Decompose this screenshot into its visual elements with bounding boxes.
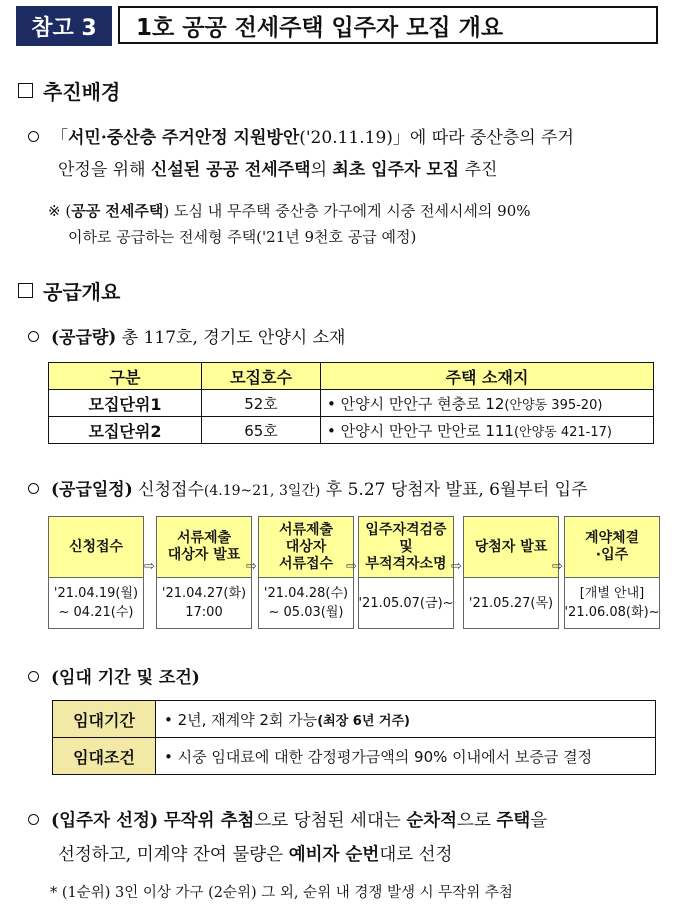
bold-text: 공공 전세주택 — [71, 202, 164, 220]
flow-step-title: 입주자격검증 및 부적격자소명 — [359, 517, 453, 578]
bold-text: 신설된 공공 전세주택 — [150, 160, 311, 180]
text: 으로 당첨된 세대는 — [254, 811, 407, 831]
text: ( — [60, 202, 72, 220]
text: 선정하고, 미계약 잔여 물량은 — [58, 845, 289, 865]
flow-step — [156, 516, 252, 629]
text: 추진 — [459, 160, 498, 180]
table-cell: 모집단위2 — [49, 417, 202, 444]
flow-step-date: '21.05.27(목) — [468, 595, 554, 611]
text: 신청접수 — [132, 480, 204, 500]
text: 의 — [310, 160, 333, 180]
table-cell: 임대기간 — [53, 701, 156, 738]
flow-arrow-icon: ⇨ — [346, 559, 357, 574]
flow-step-date: '21.04.27(화) 17:00 — [161, 586, 247, 620]
table-row — [53, 738, 656, 775]
text: (안양동 421-17) — [513, 424, 612, 440]
table-header: 주택 소재지 — [321, 363, 654, 390]
section-heading-background — [18, 76, 120, 105]
bold-text: (임대 기간 및 조건) — [51, 668, 200, 688]
bold-text: (공급일정) — [51, 480, 133, 500]
text: (4.19~21, 3일간) — [203, 483, 321, 499]
flow-arrow-icon: ⇨ — [246, 559, 257, 574]
text: 후 5.27 당첨자 발표, 6월부터 입주 — [320, 480, 588, 500]
text: (안양동 395-20) — [504, 397, 603, 413]
supply-schedule — [28, 474, 588, 507]
bold-text: 순차적 — [406, 811, 458, 831]
square-bullet-icon — [18, 83, 33, 98]
circle-bullet-icon — [28, 131, 39, 142]
flow-step-title: 서류제출 대상자 발표 — [157, 517, 251, 578]
bold-text: 서민·중산층 주거안정 지원방안 — [68, 128, 300, 148]
bold-text: 예비자 순번 — [288, 845, 380, 865]
text: • 2년, 재계약 2회 가능 — [164, 710, 318, 729]
section-heading-text: 추진배경 — [43, 80, 121, 104]
text: 을 — [530, 811, 548, 831]
bold-text: 주택 — [496, 811, 531, 831]
flow-step-date: '21.04.28(수) ~ 05.03(월) — [263, 586, 349, 620]
table-cell — [321, 390, 654, 417]
selection-paragraph — [28, 804, 678, 872]
flow-arrow-icon: ⇨ — [144, 559, 155, 574]
bold-text: (공급량) — [51, 328, 117, 348]
supply-amount — [28, 322, 345, 354]
text: ) 도심 내 무주택 중산층 가구에게 시중 전세시세의 90% — [163, 202, 531, 220]
background-note — [48, 198, 678, 250]
table-cell: 모집단위1 — [49, 390, 202, 417]
flow-step — [463, 516, 559, 629]
flow-step-title: 신청접수 — [49, 517, 143, 578]
text: 대로 선정 — [379, 845, 453, 865]
table-row — [49, 417, 654, 444]
table-cell: 임대조건 — [53, 738, 156, 775]
bold-text: 무작위 추첨 — [163, 811, 255, 831]
flow-step-title: 서류제출 대상자 서류접수 — [259, 517, 353, 578]
flow-step-title: 계약체결 ·입주 — [565, 517, 659, 578]
text: 안정을 위해 — [58, 160, 151, 180]
circle-bullet-icon — [28, 814, 39, 825]
circle-bullet-icon — [28, 331, 39, 342]
flow-step — [564, 516, 660, 629]
square-bullet-icon — [18, 283, 33, 298]
table-cell: • 시중 임대료에 대한 감정평가금액의 90% 이내에서 보증금 결정 — [156, 738, 656, 775]
section-heading-text: 공급개요 — [43, 280, 121, 304]
page-title: 1호 공공 전세주택 입주자 모집 개요 — [118, 6, 658, 44]
text: 이하로 공급하는 전세형 주택('21년 9천호 공급 예정) — [68, 228, 417, 246]
flow-step — [48, 516, 144, 629]
text: • 안양시 만안구 만안로 111 — [327, 421, 514, 440]
flow-step-title: 당첨자 발표 — [464, 517, 558, 578]
background-paragraph — [28, 122, 678, 186]
flow-arrow-icon: ⇨ — [451, 559, 462, 574]
flow-step — [258, 516, 354, 629]
lease-table — [52, 700, 656, 775]
table-cell — [156, 701, 656, 738]
table-row — [53, 701, 656, 738]
supply-table — [48, 362, 654, 444]
table-cell: 65호 — [202, 417, 321, 444]
flow-step — [358, 516, 454, 629]
table-header: 구분 — [49, 363, 202, 390]
circle-bullet-icon — [28, 483, 39, 494]
lease-heading — [28, 662, 200, 694]
flow-step-date: '21.05.07(금)~ — [358, 595, 454, 611]
bold-text: (입주자 선정) — [51, 811, 159, 831]
reference-badge: 참고 3 — [16, 6, 112, 46]
flow-step-date: '21.04.19(월) ~ 04.21(수) — [53, 586, 139, 620]
text: 총 117호, 경기도 안양시 소재 — [116, 328, 346, 348]
text: • 안양시 만안구 현충로 12 — [327, 394, 505, 413]
table-header: 모집호수 — [202, 363, 321, 390]
page-title-bar — [16, 6, 662, 46]
section-heading-supply — [18, 276, 120, 305]
bold-text: 최초 입주자 모집 — [332, 160, 460, 180]
table-cell: 52호 — [202, 390, 321, 417]
footnote: * (1순위) 3인 이상 가구 (2순위) 그 외, 순위 내 경쟁 발생 시 무작위 추첨 — [50, 885, 513, 901]
table-cell — [321, 417, 654, 444]
flow-arrow-icon: ⇨ — [552, 559, 563, 574]
text: 「 — [51, 128, 68, 148]
flow-step-date: [개별 안내] '21.06.08(화)~ — [564, 586, 660, 620]
text: ('20.11.19)」에 따라 중산층의 주거 — [299, 128, 574, 148]
note-mark: ※ — [48, 202, 61, 220]
circle-bullet-icon — [28, 671, 39, 682]
table-row — [49, 390, 654, 417]
text: 으로 — [457, 811, 497, 831]
bold-text: (최장 6년 거주) — [317, 713, 410, 729]
